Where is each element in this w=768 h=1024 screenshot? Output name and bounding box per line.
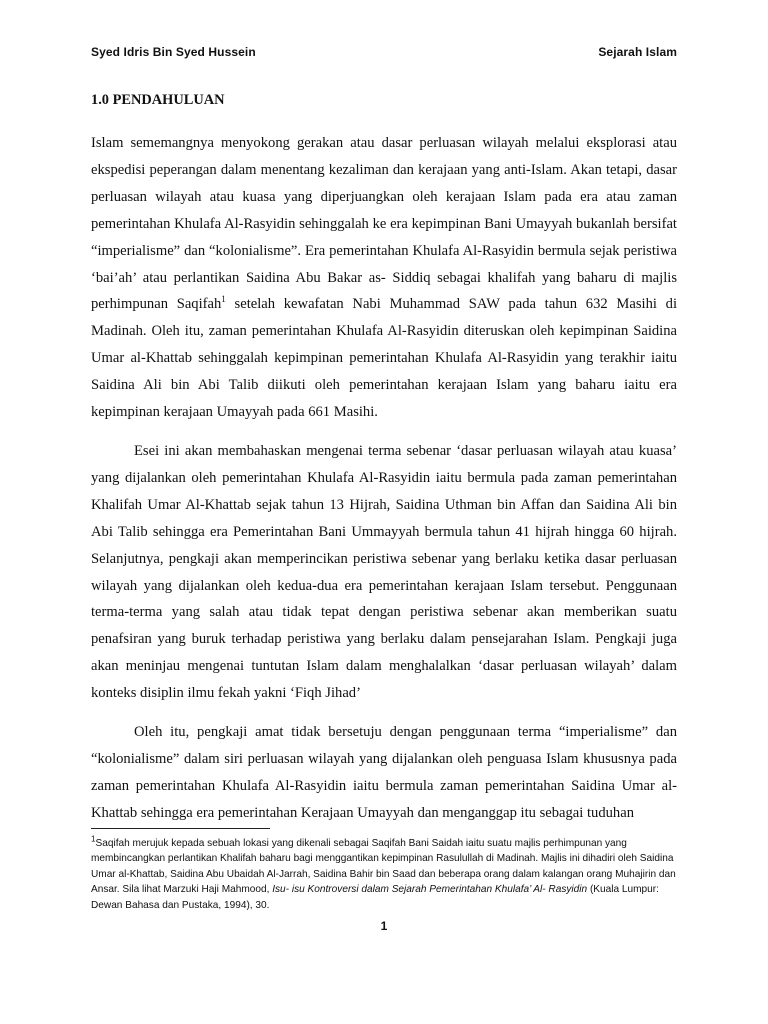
footnote-text: Saqifah merujuk kepada sebuah lokasi yang dikenali sebagai Saqifah Bani Saidah iaitu suatu majlis perhimpunan yang membincangkan perlantikan Khalifah baharu bagi menggantikan kepimpinan Rasulullah di Madinah. Majlis ini dihadiri oleh Saidina Umar al-Khattab, Saidina Abu Ubaidah Al-Jarrah, Saidina Bahir bin Saad dan beberapa orang dalam kalangan orang Muhajirin dan Ansar. Sila lihat Marzuki Haji Mahmood, (91, 838, 676, 896)
footnote-number: 1 (91, 834, 96, 844)
footnote-divider (91, 828, 270, 829)
footnote-citation: (Kuala Lumpur: Dewan Bahasa dan Pustaka, 1994), 30. (91, 884, 659, 911)
paragraph-essay-scope: Esei ini akan membahaskan mengenai terma sebenar ‘dasar perluasan wilayah atau kuasa’ yang dijalankan oleh pemerintahan Khulafa Al-Rasyidin iaitu bermula pada zaman pemerintahan Khalifah Umar Al-Khattab sejak tahun 13 Hijrah, Saidina Uthman bin Affan dan Saidina Ali bin Abi Talib sehingga era Pemerintahan Bani Ummayyah bermula tahun 41 hijrah hingga 60 hijrah. Selanjutnya, pengkaji akan memperincikan peristiwa sebenar yang berlaku ketika dasar perluasan wilayah yang dijalankan oleh kedua-dua era pemerintahan kerajaan Islam tersebut. Penggunaan terma-terma yang salah atau tidak tepat dengan peristiwa sebenar akan memberikan suatu penafsiran yang buruk terhadap peristiwa yang berlaku dalam pensejarahan Islam. Pengkaji juga akan meninjau mengenai tuntutan Islam dalam menghalalkan ‘dasar perluasan wilayah’ dalam konteks disiplin ilmu fekah yakni ‘Fiqh Jihad’ (91, 443, 677, 702)
section-title: 1.0 PENDAHULUAN (91, 92, 225, 108)
header-subject: Sejarah Islam (598, 45, 677, 59)
header-author: Syed Idris Bin Syed Hussein (91, 45, 256, 59)
page-header (91, 45, 677, 63)
footnote-book-title: Isu- isu Kontroversi dalam Sejarah Pemerintahan Khulafa’ Al- Rasyidin (272, 884, 588, 896)
footnote-reference: 1 (221, 294, 226, 305)
footnote (91, 836, 681, 913)
paragraph-text: setelah kewafatan Nabi Muhammad SAW pada tahun 632 Masihi di Madinah. Oleh itu, zaman pemerintahan Khulafa Al-Rasyidin diteruskan oleh kepimpinan Saidina Umar al-Khattab sehinggalah kepimpinan pemerintahan Khulafa Al-Rasyidin yang terakhir iaitu Saidina Ali bin Abi Talib diikuti oleh pemerintahan kerajaan Islam yang baharu iaitu era kepimpinan kerajaan Umayyah pada 661 Masihi. (91, 296, 677, 421)
page-number: 1 (380, 919, 388, 933)
paragraph-text: Islam sememangnya menyokong gerakan atau dasar perluasan wilayah melalui eksplorasi atau ekspedisi peperangan dalam menentang kezaliman dan kerajaan yang anti-Islam. Akan tetapi, dasar perluasan wilayah atau kuasa yang diperjuangkan oleh kerajaan Islam pada era atau zaman pemerintahan Khulafa Al-Rasyidin sehinggalah ke era kepimpinan Bani Umayyah bukanlah bersifat “imperialisme” dan “kolonialisme”. Era pemerintahan Khulafa Al-Rasyidin bermula sejak peristiwa ‘bai’ah’ atau perlantikan Saidina Abu Bakar as- Siddiq sebagai khalifah yang baharu di majlis perhimpunan Saqifah (91, 135, 677, 313)
paragraph-introduction (91, 130, 677, 426)
paragraph-argument: Oleh itu, pengkaji amat tidak bersetuju dengan penggunaan terma “imperialisme” dan “kolonialisme” dalam siri perluasan wilayah yang dijalankan oleh penguasa Islam khususnya pada zaman pemerintahan Khulafa Al-Rasyidin iaitu bermula zaman pemerintahan Saidina Umar al-Khattab sehingga era pemerintahan Kerajaan Umayyah dan menganggap itu sebagai tuduhan (91, 724, 677, 821)
